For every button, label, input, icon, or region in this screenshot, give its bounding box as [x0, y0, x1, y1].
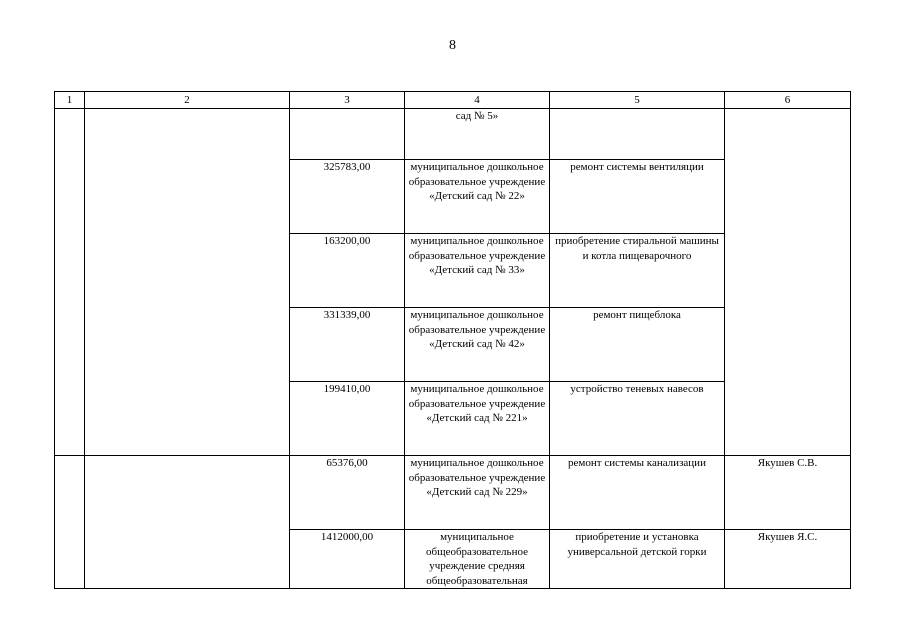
amount-cell: 65376,00	[290, 456, 405, 530]
responsible-cell: Якушев С.В.	[725, 456, 851, 530]
table-row	[55, 456, 851, 530]
institution-cell: муниципальное дошкольное образовательное учреждение «Детский сад № 221»	[405, 382, 550, 456]
column-header-4: 4	[405, 92, 550, 109]
institution-cell: муниципальное дошкольное образовательное учреждение «Детский сад № 42»	[405, 308, 550, 382]
row-number-cell	[55, 456, 85, 589]
institution-cell: муниципальное дошкольное образовательное учреждение «Детский сад № 33»	[405, 234, 550, 308]
row-number-cell	[55, 109, 85, 456]
responsible-cell: Якушев Я.С.	[725, 530, 851, 589]
amount-cell: 163200,00	[290, 234, 405, 308]
page-number: 8	[449, 38, 456, 53]
column-header-5: 5	[550, 92, 725, 109]
institution-cell: муниципальное общеобразовательное учреждение средняя общеобразовательная	[405, 530, 550, 589]
column-header-3: 3	[290, 92, 405, 109]
purpose-cell: приобретение стиральной машины и котла пищеварочного	[550, 234, 725, 308]
recipient-cell	[85, 109, 290, 456]
institution-cell: муниципальное дошкольное образовательное учреждение «Детский сад № 22»	[405, 160, 550, 234]
purpose-cell: ремонт системы канализации	[550, 456, 725, 530]
amount-cell: 331339,00	[290, 308, 405, 382]
column-header-6: 6	[725, 92, 851, 109]
allocation-table	[54, 91, 851, 589]
purpose-cell: ремонт системы вентиляции	[550, 160, 725, 234]
responsible-cell	[725, 109, 851, 456]
amount-cell: 325783,00	[290, 160, 405, 234]
amount-cell: 199410,00	[290, 382, 405, 456]
amount-cell: 1412000,00	[290, 530, 405, 589]
purpose-cell	[550, 109, 725, 160]
purpose-cell: устройство теневых навесов	[550, 382, 725, 456]
institution-cell: муниципальное дошкольное образовательное учреждение «Детский сад № 229»	[405, 456, 550, 530]
institution-cell: сад № 5»	[405, 109, 550, 160]
column-header-2: 2	[85, 92, 290, 109]
recipient-cell	[85, 456, 290, 589]
amount-cell	[290, 109, 405, 160]
purpose-cell: ремонт пищеблока	[550, 308, 725, 382]
table-row	[55, 109, 851, 160]
column-header-1: 1	[55, 92, 85, 109]
purpose-cell: приобретение и установка универсальной детской горки	[550, 530, 725, 589]
header-row	[55, 92, 851, 109]
